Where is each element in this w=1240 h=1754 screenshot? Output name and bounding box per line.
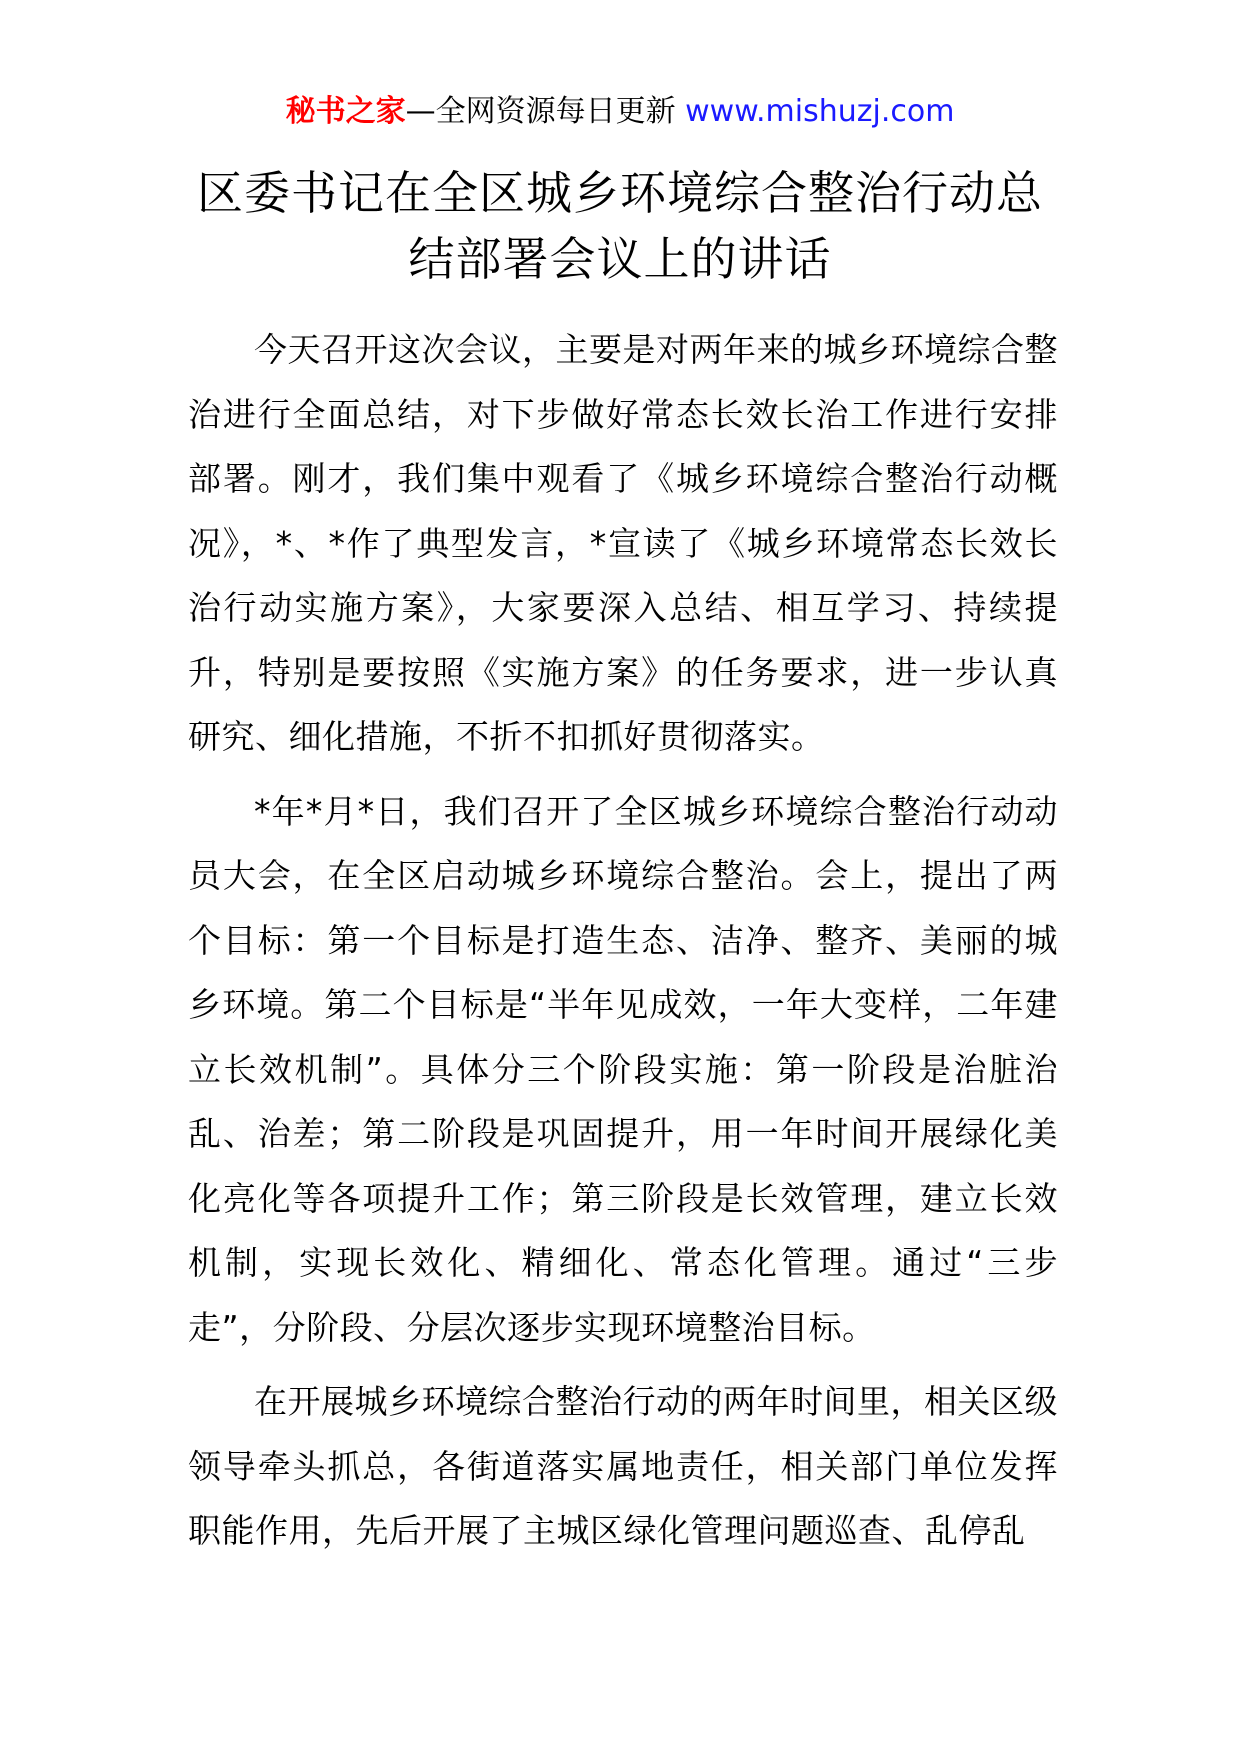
document-body: [188, 318, 1058, 1574]
paragraph-3: 在开展城乡环境综合整治行动的两年时间里，相关区级领导牵头抓总，各街道落实属地责任，相关部门单位发挥职能作用，先后开展了主城区绿化管理问题巡查、乱停乱: [188, 1382, 1058, 1550]
paragraph-2: *年*月*日，我们召开了全区城乡环境综合整治行动动员大会，在全区启动城乡环境综合整治。会上，提出了两个目标：第一个目标是打造生态、洁净、整齐、美丽的城乡环境。第二个目标是“半年见成效，一年大变样，二年建立长效机制”。具体分三个阶段实施：第一阶段是治脏治乱、治差；第二阶段是巩固提升，用一年时间开展绿化美化亮化等各项提升工作；第三阶段是长效管理，建立长效机制，实现长效化、精细化、常态化管理。通过“三步走”，分阶段、分层次逐步实现环境整治目标。: [188, 791, 1058, 1347]
title-line-1: 区委书记在全区城乡环境综合整治行动总: [197, 166, 1043, 220]
brand-name: 秘书之家: [285, 94, 406, 129]
paragraph-1: 今天召开这次会议，主要是对两年来的城乡环境综合整治进行全面总结，对下步做好常态长效长治工作进行安排部署。刚才，我们集中观看了《城乡环境综合整治行动概况》，*、*作了典型发言，*宣读了《城乡环境常态长效长治行动实施方案》，大家要深入总结、相互学习、持续提升，特别是要按照《实施方案》的任务要求，进一步认真研究、细化措施，不折不扣抓好贯彻落实。: [188, 330, 1058, 756]
document-title: [150, 160, 1090, 292]
site-url-link[interactable]: www.mishuzj.com: [685, 94, 955, 129]
title-line-2: 结部署会议上的讲话: [408, 232, 832, 286]
header-tagline: —全网资源每日更新: [405, 94, 686, 129]
site-header: [0, 92, 1240, 132]
